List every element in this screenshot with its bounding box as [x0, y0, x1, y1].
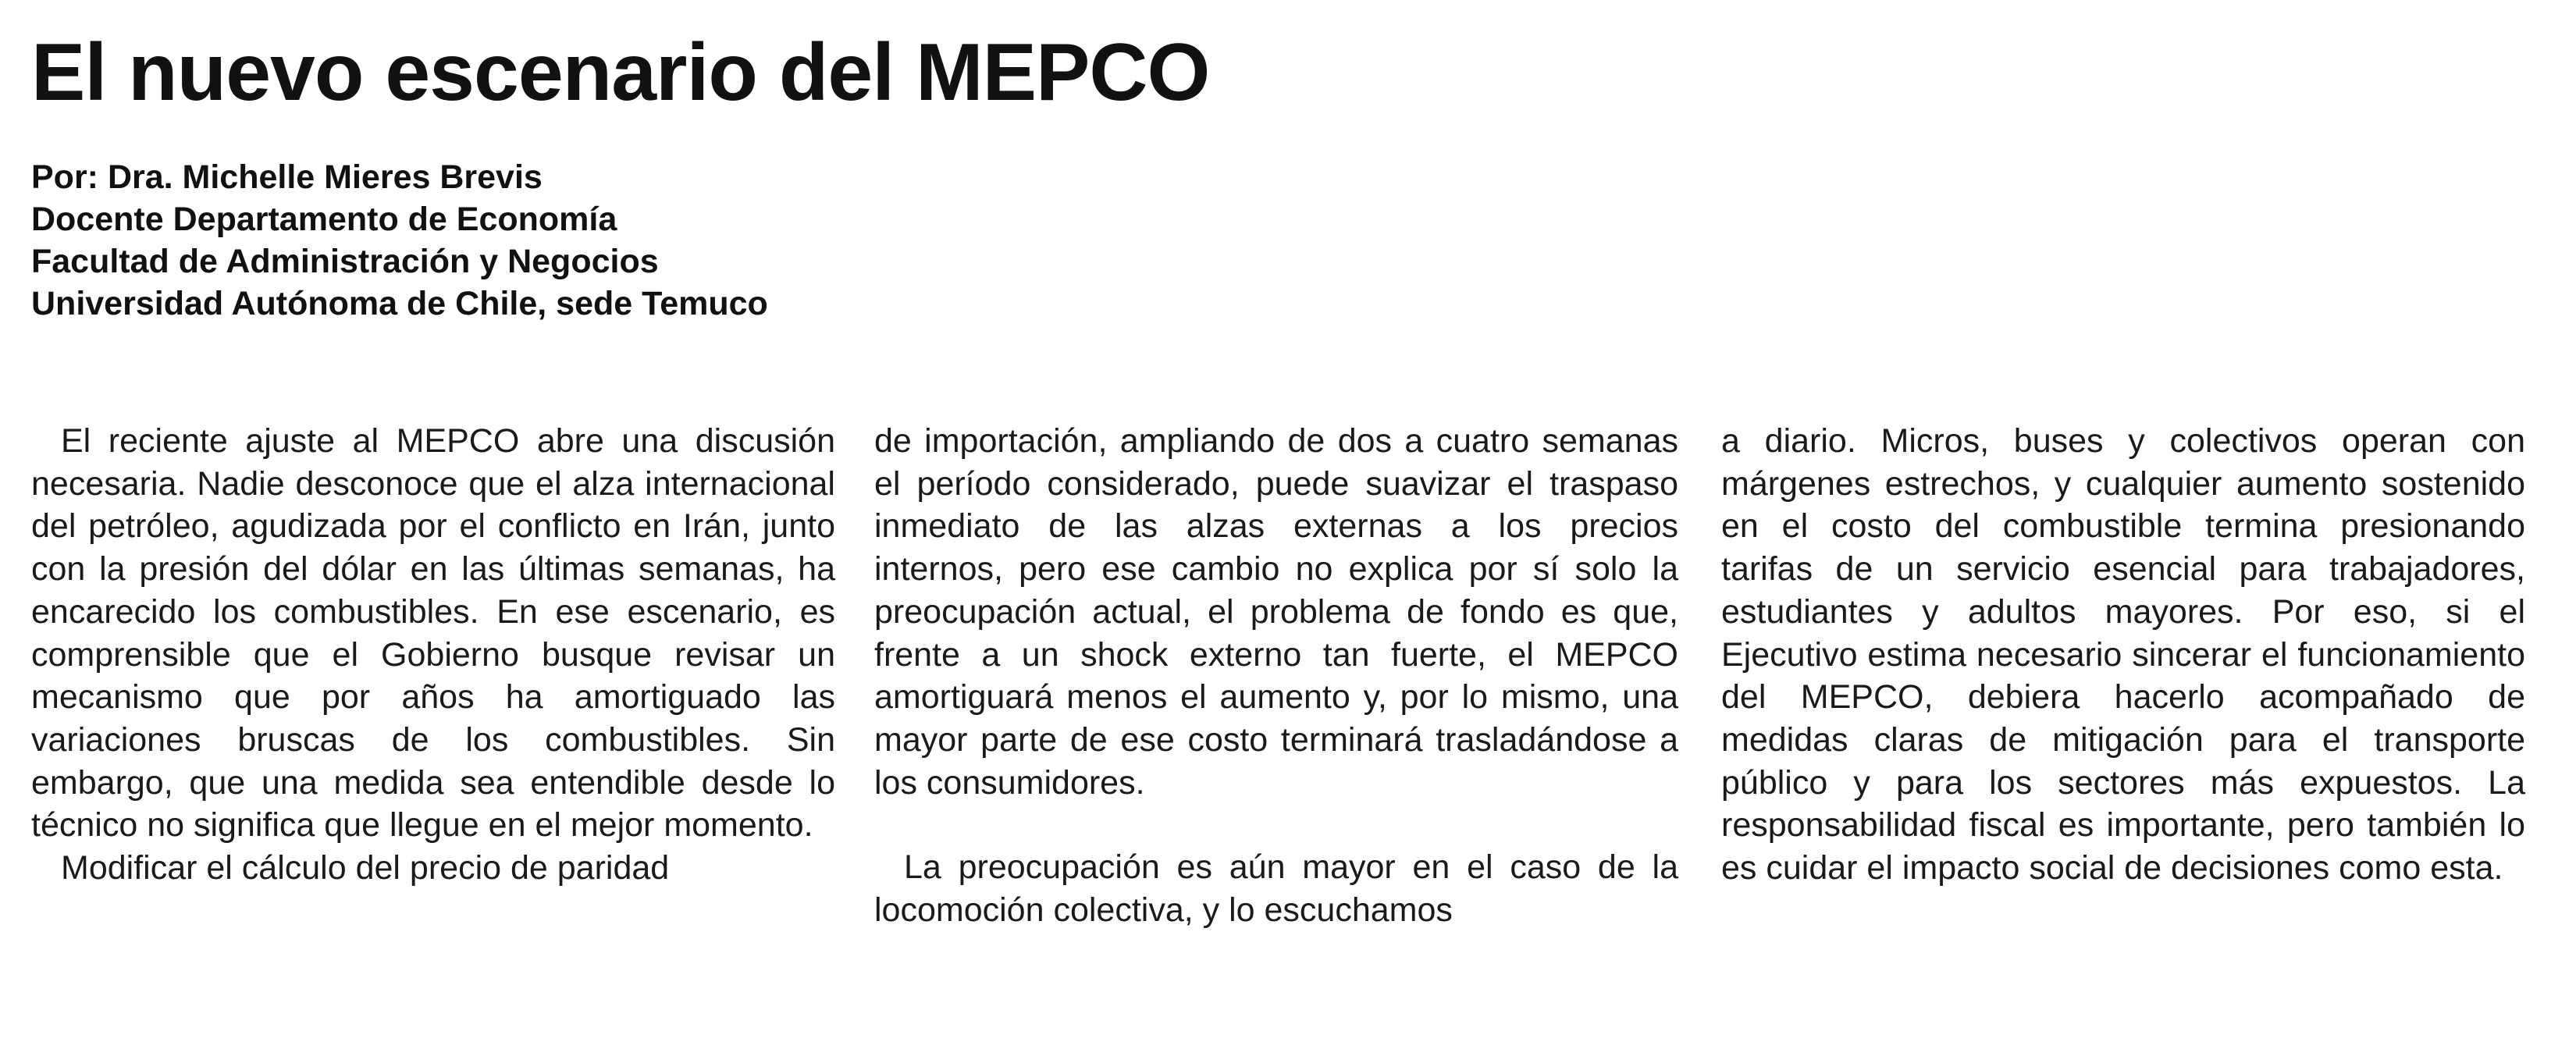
article-column-2 — [874, 420, 1678, 932]
byline-author: Por: Dra. Michelle Mieres Brevis — [31, 158, 543, 196]
column-3-paragraph-1: a diario. Micros, buses y colectivos operan con márgenes estrechos, y cualquier aumento sostenido en el costo del combustible termina presionando tarifas de un servicio esencial para trabajadores, estudiantes y adultos mayores. Por eso, si el Ejecutivo estima necesario sincerar el funcionamiento del MEPCO, debiera hacerlo acompañado de medidas claras de mitigación para el transporte público y para los sectores más expuestos. La responsabilidad fiscal es importante, pero también lo es cuidar el impacto social de decisiones como esta. — [1721, 422, 2525, 887]
article-title: El nuevo escenario del MEPCO — [31, 27, 1210, 118]
byline-university: Universidad Autónoma de Chile, sede Temuco — [31, 285, 768, 322]
author-byline — [31, 156, 768, 325]
column-2-paragraph-2: La preocupación es aún mayor en el caso de la locomoción colectiva, y lo escuchamos — [874, 848, 1678, 930]
article-column-1 — [31, 420, 835, 890]
byline-position: Docente Departamento de Economía — [31, 201, 617, 238]
column-1-paragraph-2: Modificar el cálculo del precio de paridad — [61, 849, 670, 887]
article-column-3 — [1721, 420, 2525, 890]
column-1-paragraph-1: El reciente ajuste al MEPCO abre una discusión necesaria. Nadie desconoce que el alza internacional del petróleo, agudizada por el conflicto en Irán, junto con la presión del dólar en las últimas semanas, ha encarecido los combustibles. En ese escenario, es comprensible que el Gobierno busque revisar un mecanismo que por años ha amortiguado las variaciones bruscas de los combustibles. Sin embargo, que una medida sea entendible desde lo técnico no significa que llegue en el mejor momento. — [31, 422, 835, 845]
byline-faculty: Facultad de Administración y Negocios — [31, 243, 659, 280]
column-2-paragraph-1: de importación, ampliando de dos a cuatro semanas el período considerado, puede suavizar el traspaso inmediato de las alzas externas a los precios internos, pero ese cambio no explica por sí solo la preocupación actual, el problema de fondo es que, frente a un shock externo tan fuerte, el MEPCO amortiguará menos el aumento y, por lo mismo, una mayor parte de ese costo terminará trasladándose a los consumidores. — [874, 422, 1678, 802]
